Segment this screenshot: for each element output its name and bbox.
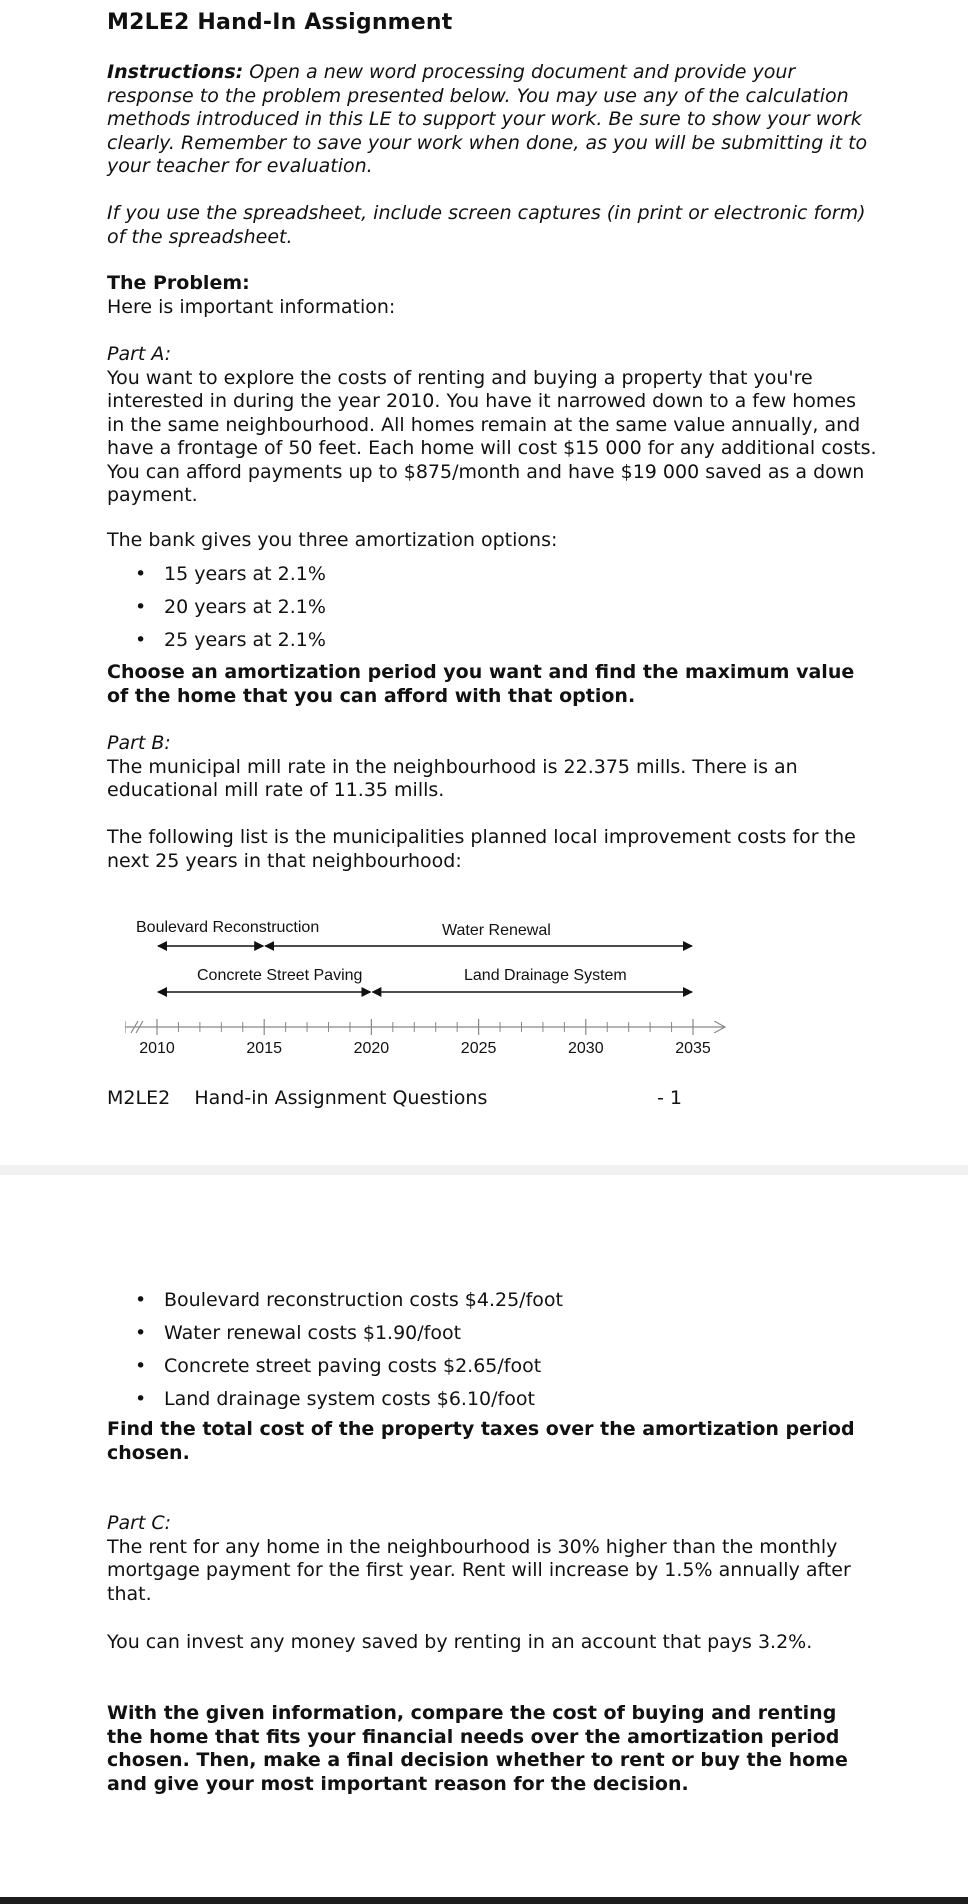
list-item: • 15 years at 2.1% [107, 558, 877, 591]
timeline-tick-label: 2030 [568, 1040, 604, 1057]
part-c-task: With the given information, compare the cost of buying and renting the home that fits your financial needs over the amortization period chosen. Then, make a final decision whether to rent or buy the home and give your most important reason for the decision. [107, 1702, 848, 1795]
list-item: • 25 years at 2.1% [107, 624, 877, 657]
list-item: • Water renewal costs $1.90/foot [107, 1317, 877, 1350]
timeline-label-boulevard: Boulevard Reconstruction [136, 919, 320, 936]
list-item: • Concrete street paving costs $2.65/foot [107, 1350, 877, 1383]
part-a-text: You want to explore the costs of renting and buying a property that you're interested in during the year 2010. You have it narrowed down to a few homes in the same neighbourhood. All homes remain at the same value annually, and have a frontage of 50 feet. Each home will cost $15 000 for any additional costs. You can afford payments up to $875/month and have $19 000 saved as a down payment. [107, 366, 877, 506]
page-2 [0, 1175, 968, 1897]
part-a-label: Part A: [107, 343, 172, 365]
problem-heading: The Problem: [107, 272, 250, 294]
timeline-label-water: Water Renewal [442, 922, 551, 939]
instructions-text: Open a new word processing document and provide your response to the problem presented below. You may use any of the calculation methods introduced in this LE to support your work. Be sure to show your work clearly. Remember to save your work when done, as you will be submitting it to your teacher for evaluation. [107, 61, 868, 177]
part-a-task: Choose an amortization period you want and find the maximum value of the home that you can afford with that option. [107, 661, 855, 707]
timeline-chart [125, 912, 745, 1062]
bottom-bar [0, 1897, 968, 1904]
instructions-label: Instructions: [107, 61, 244, 83]
improvement-costs-list [107, 1284, 877, 1416]
footer-title: M2LE2 Hand-in Assignment Questions [107, 1087, 488, 1109]
timeline-tick-labels [139, 1040, 711, 1057]
part-a-section [107, 343, 877, 508]
spreadsheet-note: If you use the spreadsheet, include screen captures (in print or electronic form) of the spreadsheet. [107, 202, 866, 248]
part-c-section [107, 1512, 877, 1606]
page-separator [0, 1165, 968, 1175]
timeline-tick-label: 2010 [139, 1040, 175, 1057]
list-item: • 20 years at 2.1% [107, 591, 877, 624]
part-c-label: Part C: [107, 1512, 172, 1534]
timeline-tick-label: 2025 [460, 1040, 497, 1057]
timeline-tick-label: 2015 [246, 1040, 282, 1057]
timeline-label-concrete: Concrete Street Paving [197, 967, 363, 984]
part-c-text: The rent for any home in the neighbourhood is 30% higher than the monthly mortgage payment for the first year. Rent will increase by 1.5% annually after that. [107, 1535, 851, 1605]
problem-intro: Here is important information: [107, 295, 396, 318]
timeline-label-drainage: Land Drainage System [464, 967, 627, 984]
part-b-list-intro: The following list is the municipalities planned local improvement costs for the next 25 years in that neighbourhood: [107, 826, 856, 872]
timeline-axis [125, 1021, 725, 1033]
problem-section [107, 272, 877, 319]
part-a-options-intro: The bank gives you three amortization options: [107, 529, 558, 551]
amortization-options-list [107, 558, 877, 657]
part-b-task: Find the total cost of the property taxes over the amortization period chosen. [107, 1418, 855, 1464]
part-b-text: The municipal mill rate in the neighbourhood is 22.375 mills. There is an educational mill rate of 11.35 mills. [107, 755, 798, 801]
instructions-block [107, 61, 877, 179]
list-item: • Land drainage system costs $6.10/foot [107, 1383, 877, 1416]
timeline-tick-label: 2035 [675, 1040, 711, 1057]
list-item: • Boulevard reconstruction costs $4.25/foot [107, 1284, 877, 1317]
part-b-label: Part B: [107, 732, 171, 754]
timeline-tick-label: 2020 [353, 1040, 390, 1057]
part-c-invest: You can invest any money saved by renting in an account that pays 3.2%. [107, 1631, 813, 1653]
part-b-section [107, 732, 877, 803]
footer-page-number: - 1 [657, 1087, 682, 1109]
page-title: M2LE2 Hand-In Assignment [107, 10, 453, 35]
improvement-timeline [125, 912, 745, 1062]
